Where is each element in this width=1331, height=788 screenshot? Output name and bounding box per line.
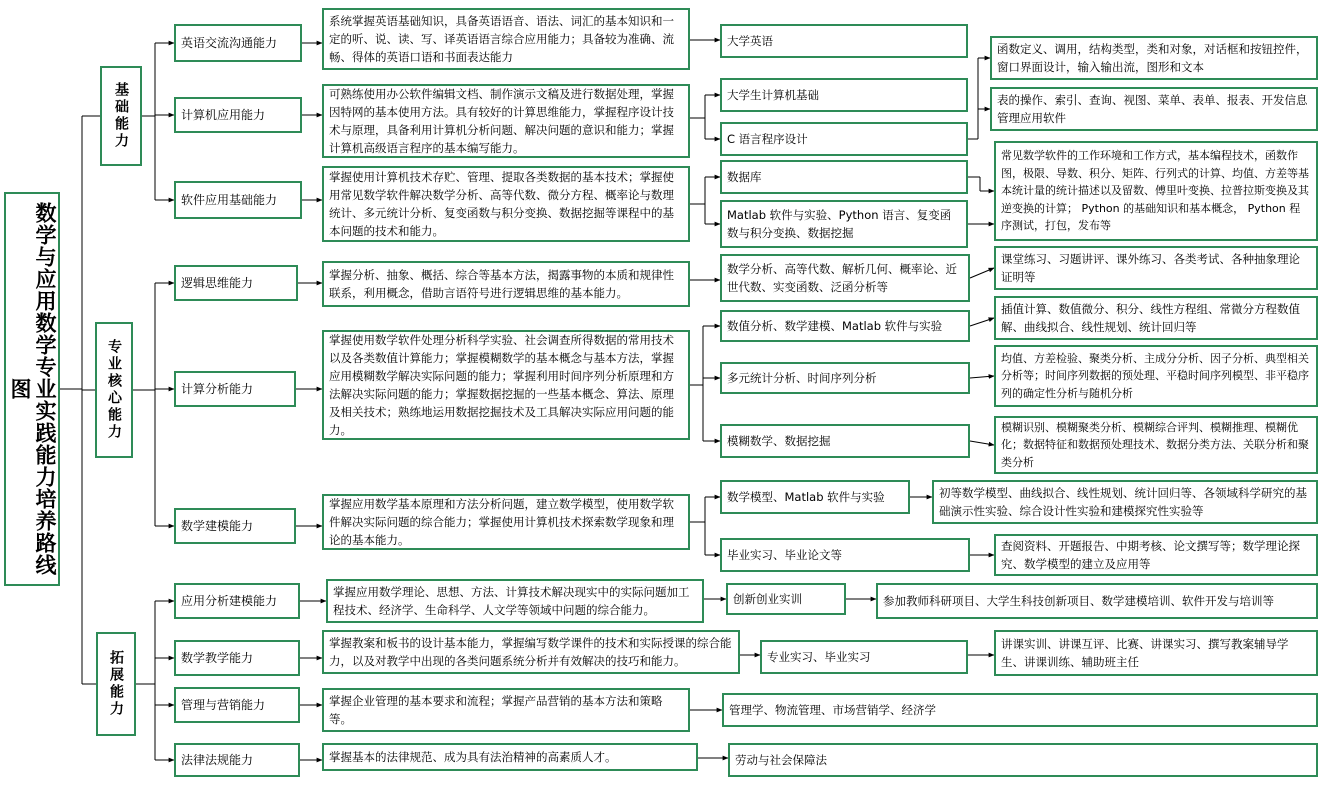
ability-english: 英语交流沟通能力 — [174, 24, 302, 62]
detail-math-software: 常见数学软件的工作环境和工作方式，基本编程技术，函数作图，极限、导数、积分、矩阵、行列式的计算、均值、方差等基本统计量的统计描述以及留数、傅里叶变换、拉普拉斯变换及其逆变换的计算； Python 的基础知识和基本概念， Python 程序测试，打包，发布等 — [994, 141, 1318, 241]
ability-modeling: 数学建模能力 — [174, 508, 296, 544]
detail-teaching-practice: 讲课实训、讲课互评、比赛、讲课实习、撰写教案辅导学生、讲课训练、辅助班主任 — [994, 630, 1318, 676]
course-management: 管理学、物流管理、市场营销学、经济学 — [722, 693, 1318, 727]
ability-law: 法律法规能力 — [174, 743, 300, 777]
desc-computation: 掌握使用数学软件处理分析科学实验、社会调查所得数据的常用技术以及各类数值计算能力；掌握模糊数学的基本概念与基本方法，掌握应用模糊数学解决实际问题的能力；掌握利用时间序列分析原理和方法解决实际问题的能力；掌握数据挖掘的一些基本概念、算法、原理及相关技术；熟练地运用数据挖掘技术及工具解决实际应用问题的能力。 — [322, 330, 690, 440]
course-graduation: 毕业实习、毕业论文等 — [720, 538, 970, 572]
detail-numerical: 插值计算、数值微分、积分、线性方程组、常微分方程数值解、曲线拟合、线性规划、统计回归等 — [994, 296, 1318, 340]
course-math-model-matlab: 数学模型、Matlab 软件与实验 — [720, 480, 910, 514]
detail-c-programming: 函数定义、调用，结构类型，类和对象，对话框和按钮控件，窗口界面设计，输入输出流，图形和文本 — [990, 36, 1318, 80]
course-college-english: 大学英语 — [720, 24, 968, 58]
desc-software: 掌握使用计算机技术存贮、管理、提取各类数据的基本技术；掌握使用常见数学软件解决数学分析、高等代数、微分方程、概率论与数理统计、多元统计分析、复变函数与积分变换、数据挖掘等课程中的基本问题的技术和能力。 — [322, 166, 690, 242]
category-basic: 基础能力 — [100, 66, 142, 166]
detail-statistics: 均值、方差检验、聚类分析、主成分分析、因子分析、典型相关分析等；时间序列数据的预处理、平稳时间序列模型、非平稳序列的确定性分析与随机分析 — [994, 345, 1318, 407]
desc-computer: 可熟练使用办公软件编辑文档、制作演示文稿及进行数据处理，掌握因特网的基本使用方法。具有较好的计算思维能力，掌握程序设计技术与原理，具备利用计算机分析问题、解决问题的意识和能力；掌握计算机高级语言程序的基本编写能力。 — [322, 84, 690, 158]
arrow-63 — [970, 268, 994, 278]
arrow-64 — [970, 318, 994, 326]
course-multivariate: 多元统计分析、时间序列分析 — [720, 362, 970, 394]
ability-management: 管理与营销能力 — [174, 687, 300, 723]
detail-database: 表的操作、索引、查询、视图、菜单、表单、报表、开发信息管理应用软件 — [990, 87, 1318, 131]
ability-applied-modeling: 应用分析建模能力 — [174, 583, 300, 619]
course-innovation: 创新创业实训 — [726, 583, 846, 615]
ability-computation: 计算分析能力 — [174, 371, 296, 407]
category-core: 专业核心能力 — [95, 322, 133, 458]
desc-logic: 掌握分析、抽象、概括、综合等基本方法，揭露事物的本质和规律性联系，利用概念，借助言语符号进行逻辑思维的基本能力。 — [322, 261, 690, 307]
course-c-language: C 语言程序设计 — [720, 122, 968, 156]
category-extended: 拓展能力 — [96, 632, 136, 736]
desc-english: 系统掌握英语基础知识，具备英语语音、语法、词汇的基本知识和一定的听、说、读、写、译英语语言综合应用能力；具备较为准确、流畅、得体的英语口语和书面表达能力 — [322, 8, 690, 70]
root-title: 数学与应用数学专业实践能力培养路线图 — [4, 192, 60, 586]
arrow-66 — [970, 441, 994, 445]
desc-teaching: 掌握教案和板书的设计基本能力，掌握编写数学课件的技术和实际授课的综合能力，以及对教学中出现的各类问题系统分析并有效解决的技巧和能力。 — [322, 630, 740, 674]
ability-teaching: 数学教学能力 — [174, 640, 300, 676]
course-labor-law: 劳动与社会保障法 — [728, 743, 1318, 777]
course-matlab-python: Matlab 软件与实验、Python 语言、复变函数与积分变换、数据挖掘 — [720, 200, 968, 248]
course-fuzzy-mining: 模糊数学、数据挖掘 — [720, 424, 970, 458]
course-numerical-analysis: 数值分析、数学建模、Matlab 软件与实验 — [720, 310, 970, 342]
detail-math-model: 初等数学模型、曲线拟合、线性规划、统计回归等、各领域科学研究的基础演示性实验、综合设计性实验和建模探究性实验等 — [932, 480, 1318, 524]
ability-software: 软件应用基础能力 — [174, 181, 302, 219]
desc-applied-modeling: 掌握应用数学理论、思想、方法、计算技术解决现实中的实际问题加工程技术、经济学、生命科学、人文学等领域中问题的综合能力。 — [326, 579, 704, 623]
ability-logic: 逻辑思维能力 — [174, 265, 298, 301]
arrow-65 — [970, 376, 994, 378]
detail-fuzzy: 模糊识别、模糊聚类分析、模糊综合评判、模糊推理、模糊优化；数据特征和数据预处理技术、数据分类方法、关联分析和聚类分析 — [994, 416, 1318, 474]
desc-law: 掌握基本的法律规范、成为具有法治精神的高素质人才。 — [322, 743, 698, 771]
desc-management: 掌握企业管理的基本要求和流程；掌握产品营销的基本方法和策略等。 — [322, 688, 690, 732]
desc-modeling: 掌握应用数学基本原理和方法分析问题，建立数学模型，使用数学软件解决实际问题的综合能力；掌握使用计算机技术探索数学现象和理论的基本能力。 — [322, 494, 690, 550]
course-analysis-algebra: 数学分析、高等代数、解析几何、概率论、近世代数、实变函数、泛函分析等 — [720, 254, 970, 302]
course-computer-basics: 大学生计算机基础 — [720, 78, 968, 112]
detail-logic: 课堂练习、习题讲评、课外练习、各类考试、各种抽象理论证明等 — [994, 246, 1318, 290]
detail-research: 参加教师科研项目、大学生科技创新项目、数学建模培训、软件开发与培训等 — [876, 583, 1318, 619]
course-internship: 专业实习、毕业实习 — [760, 640, 968, 674]
course-database: 数据库 — [720, 160, 968, 194]
ability-computer: 计算机应用能力 — [174, 97, 302, 133]
detail-thesis: 查阅资料、开题报告、中期考核、论文撰写等；数学理论探究、数学模型的建立及应用等 — [994, 534, 1318, 576]
